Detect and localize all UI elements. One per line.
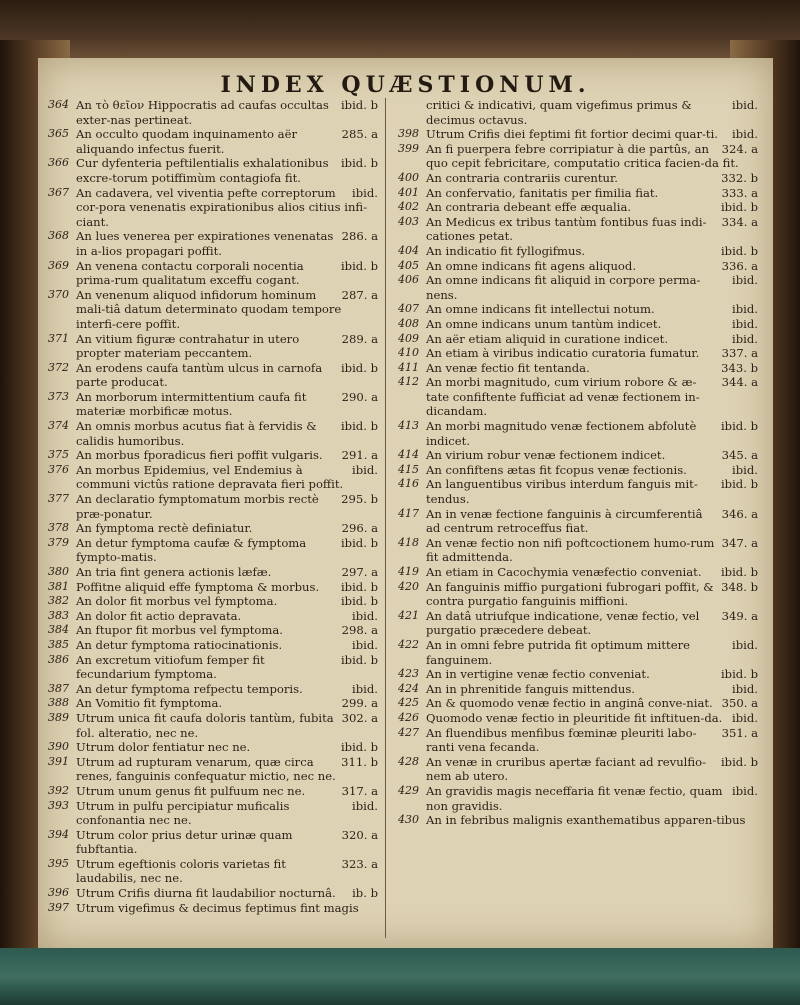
entry-number: 429 bbox=[398, 783, 419, 797]
index-entry bbox=[398, 813, 758, 828]
entry-page-ref: ibid. b bbox=[340, 360, 378, 375]
index-entry bbox=[398, 536, 758, 565]
entry-page-ref: ibid. b bbox=[340, 594, 378, 609]
entry-number: 368 bbox=[48, 229, 69, 243]
index-entry bbox=[398, 332, 758, 347]
entry-number: 428 bbox=[398, 754, 419, 768]
entry-text: Quomodo venæ fectio in pleuritide fit inftituen-da. bbox=[426, 710, 723, 725]
entry-text: An in omni febre putrida fit optimum mittere fanguinem. bbox=[426, 637, 690, 667]
entry-text: An contraria contrariis curentur. bbox=[426, 170, 618, 185]
entry-page-ref: 289. a bbox=[341, 331, 378, 346]
entry-page-ref: 344. a bbox=[721, 375, 758, 390]
entry-page-ref: 346. a bbox=[721, 506, 758, 521]
entry-number: 386 bbox=[48, 652, 69, 666]
entry-text: Utrum egeftionis coloris varietas fit laudabilis, nec ne. bbox=[76, 856, 286, 886]
entry-page-ref: ibid. bbox=[732, 462, 758, 477]
left-column bbox=[48, 98, 378, 915]
entry-page-ref: 296. a bbox=[341, 521, 378, 536]
index-entry bbox=[398, 273, 758, 302]
entry-text: An dolor fit actio depravata. bbox=[76, 608, 242, 623]
index-entry bbox=[398, 463, 758, 478]
index-entry bbox=[398, 696, 758, 711]
entry-number: 416 bbox=[398, 477, 419, 491]
entry-page-ref: ib. b bbox=[352, 886, 378, 901]
entry-text: An Medicus ex tribus tantùm fontibus fuas indi-cationes petat. bbox=[426, 214, 707, 244]
entry-number: 418 bbox=[398, 535, 419, 549]
index-entry bbox=[398, 784, 758, 813]
entry-text: An omne indicans fit agens aliquod. bbox=[426, 258, 637, 273]
entry-page-ref: ibid. bbox=[732, 302, 758, 317]
index-entry bbox=[48, 857, 378, 886]
entry-number: 420 bbox=[398, 579, 419, 593]
entry-number: 392 bbox=[48, 783, 69, 797]
entry-number: 378 bbox=[48, 521, 69, 535]
entry-page-ref: 291. a bbox=[341, 448, 378, 463]
entry-text: An gravidis magis neceffaria fit venæ fectio, quam non gravidis. bbox=[426, 783, 723, 813]
entry-number: 405 bbox=[398, 258, 419, 272]
entry-page-ref: 290. a bbox=[341, 389, 378, 404]
index-entry bbox=[48, 594, 378, 609]
entry-text: An in phrenitide fanguis mittendus. bbox=[426, 681, 635, 696]
entry-text: An virium robur venæ fectionem indicet. bbox=[426, 448, 666, 463]
index-entry bbox=[398, 609, 758, 638]
entry-page-ref: 323. a bbox=[341, 856, 378, 871]
index-entry bbox=[398, 215, 758, 244]
entry-page-ref: 297. a bbox=[341, 565, 378, 579]
entry-number: 370 bbox=[48, 287, 69, 301]
index-entry bbox=[48, 682, 378, 697]
entry-text: Utrum dolor fentiatur nec ne. bbox=[76, 740, 251, 755]
index-entry bbox=[48, 229, 378, 258]
index-entry bbox=[48, 419, 378, 448]
entry-text: An detur fymptoma refpectu temporis. bbox=[76, 681, 303, 696]
entry-number: 371 bbox=[48, 331, 69, 345]
entry-text: An languentibus viribus interdum fanguis mit-tendus. bbox=[426, 477, 698, 507]
entry-page-ref: 298. a bbox=[341, 623, 378, 638]
entry-number: 387 bbox=[48, 681, 69, 695]
entry-number: 404 bbox=[398, 243, 419, 257]
entry-page-ref: 287. a bbox=[341, 287, 378, 302]
entry-page-ref: ibid. b bbox=[340, 156, 378, 171]
entry-page-ref: ibid. bbox=[352, 798, 378, 813]
entry-number: 377 bbox=[48, 492, 69, 506]
entry-text: An fluendibus menfibus fœminæ pleuriti labo-ranti vena fecanda. bbox=[426, 725, 697, 755]
entry-text: An venenum aliquod infidorum hominum mali-tiâ datum determinato quodam tempore interfi-cere poffit. bbox=[76, 287, 342, 331]
entry-number: 408 bbox=[398, 316, 419, 330]
entry-number: 412 bbox=[398, 375, 419, 389]
entry-page-ref: ibid. b bbox=[720, 754, 758, 769]
entry-number: 424 bbox=[398, 681, 419, 695]
index-entry bbox=[398, 477, 758, 506]
entry-number: 409 bbox=[398, 331, 419, 345]
index-entry bbox=[398, 667, 758, 682]
index-entry bbox=[398, 317, 758, 332]
entry-number: 390 bbox=[48, 740, 69, 754]
entry-page-ref: 349. a bbox=[721, 608, 758, 623]
page-title: INDEX QUÆSTIONUM. bbox=[220, 72, 591, 98]
entry-number: 403 bbox=[398, 214, 419, 228]
entry-page-ref: 286. a bbox=[341, 229, 378, 244]
index-entry bbox=[48, 521, 378, 536]
entry-text: An morbi magnitudo venæ fectionem abfolutè indicet. bbox=[426, 419, 697, 448]
entry-number: 417 bbox=[398, 506, 419, 520]
entry-number: 413 bbox=[398, 419, 419, 433]
entry-text: An omne indicans fit aliquid in corpore perma-nens. bbox=[426, 273, 701, 302]
index-entry bbox=[398, 244, 758, 259]
index-entry bbox=[48, 98, 378, 127]
index-entry bbox=[398, 638, 758, 667]
entry-number: 414 bbox=[398, 448, 419, 462]
entry-page-ref: ibid. b bbox=[720, 565, 758, 579]
entry-page-ref: ibid. b bbox=[340, 535, 378, 550]
entry-page-ref: ibid. bbox=[352, 637, 378, 652]
index-entry bbox=[398, 186, 758, 201]
entry-text: An vitium figuræ contrahatur in utero propter materiam peccantem. bbox=[76, 331, 300, 361]
entry-text: An confervatio, fanitatis per fimilia fiat. bbox=[426, 185, 659, 200]
entry-number: 393 bbox=[48, 798, 69, 812]
column-divider bbox=[385, 98, 386, 938]
entry-text: An fi puerpera febre corripiatur à die partûs, an quo cepit febricitare, computatio critica facien-da fit. bbox=[426, 141, 739, 171]
entry-number: 396 bbox=[48, 886, 69, 900]
entry-number: 430 bbox=[398, 813, 419, 827]
index-entry bbox=[398, 726, 758, 755]
entry-page-ref: 345. a bbox=[721, 448, 758, 463]
index-entry bbox=[398, 302, 758, 317]
entry-text: An contraria debeant effe æqualia. bbox=[426, 200, 632, 215]
entry-number: 399 bbox=[398, 141, 419, 155]
entry-page-ref: ibid. b bbox=[340, 652, 378, 667]
index-entry bbox=[398, 419, 758, 448]
entry-text: An ftupor fit morbus vel fymptoma. bbox=[76, 623, 283, 638]
index-entry bbox=[48, 696, 378, 711]
entry-text: Utrum color prius detur urinæ quam fubftantia. bbox=[76, 827, 293, 857]
entry-number: 385 bbox=[48, 637, 69, 651]
index-entry bbox=[48, 259, 378, 288]
entry-text: Utrum ad rupturam venarum, quæ circa renes, fanguinis confequatur mictio, nec ne. bbox=[76, 754, 336, 784]
entry-number: 366 bbox=[48, 156, 69, 170]
entry-text: An etiam in Cacochymia venæfectio conveniat. bbox=[426, 565, 702, 579]
entry-page-ref: 311. b bbox=[341, 754, 378, 769]
index-entry bbox=[398, 259, 758, 274]
entry-text: An cadavera, vel viventia pefte correptorum cor-pora venenatis expirationibus alios citius infi-ciant. bbox=[76, 185, 368, 229]
entry-page-ref: 351. a bbox=[721, 725, 758, 740]
entry-text: An τὸ θεῖον Hippocratis ad caufas occultas exter-nas pertineat. bbox=[76, 98, 329, 127]
index-entry bbox=[48, 609, 378, 624]
index-entry bbox=[48, 492, 378, 521]
index-entry bbox=[48, 638, 378, 653]
entry-text: An dolor fit morbus vel fymptoma. bbox=[76, 594, 278, 609]
index-entry bbox=[48, 901, 378, 916]
entry-page-ref: 299. a bbox=[341, 696, 378, 711]
entry-page-ref: 332. b bbox=[721, 170, 758, 185]
index-entry bbox=[398, 682, 758, 697]
index-entry bbox=[398, 127, 758, 142]
entry-text: An morbus fporadicus fieri poffit vulgaris. bbox=[76, 448, 323, 463]
entry-text: Poffitne aliquid effe fymptoma & morbus. bbox=[76, 579, 320, 594]
entry-text: Cur dyfenteria peftilentialis exhalationibus excre-torum potiffimùm contagiofa fit. bbox=[76, 156, 329, 185]
entry-number: 395 bbox=[48, 856, 69, 870]
entry-text: An morbi magnitudo, cum virium robore & æ-tate confiftente fufficiat ad venæ fectionem in-dicandam. bbox=[426, 375, 700, 419]
index-entry bbox=[48, 565, 378, 580]
entry-page-ref: 337. a bbox=[721, 346, 758, 361]
index-entry bbox=[48, 463, 378, 492]
entry-number: 365 bbox=[48, 127, 69, 141]
entry-text: Utrum unica fit caufa doloris tantùm, fubita fol. alteratio, nec ne. bbox=[76, 710, 334, 740]
index-entry bbox=[398, 375, 758, 419]
entry-number: 391 bbox=[48, 754, 69, 768]
entry-number: 397 bbox=[48, 900, 69, 914]
entry-number: 384 bbox=[48, 623, 69, 637]
entry-page-ref: ibid. bbox=[732, 710, 758, 725]
entry-page-ref: ibid. b bbox=[720, 419, 758, 434]
entry-page-ref: 320. a bbox=[341, 827, 378, 842]
index-entry bbox=[398, 346, 758, 361]
entry-text: An omnis morbus acutus fiat à fervidis & calidis humoribus. bbox=[76, 419, 317, 448]
entry-number: 389 bbox=[48, 710, 69, 724]
entry-number: 427 bbox=[398, 725, 419, 739]
index-entry bbox=[48, 711, 378, 740]
entry-number: 398 bbox=[398, 127, 419, 141]
entry-number: 421 bbox=[398, 608, 419, 622]
entry-page-ref: ibid. bbox=[732, 681, 758, 696]
index-entry bbox=[48, 390, 378, 419]
entry-text: An detur fymptoma caufæ & fymptoma fympto-matis. bbox=[76, 535, 307, 565]
index-entry bbox=[48, 448, 378, 463]
entry-number: 367 bbox=[48, 185, 69, 199]
entry-page-ref: ibid. bbox=[352, 462, 378, 477]
entry-text: An venena contactu corporali nocentia prima-rum qualitatum exceffu cogant. bbox=[76, 258, 304, 288]
entry-page-ref: 348. b bbox=[721, 579, 758, 594]
entry-page-ref: ibid. b bbox=[340, 419, 378, 434]
entry-page-ref: 302. a bbox=[341, 710, 378, 725]
entry-number: 376 bbox=[48, 462, 69, 476]
index-entry bbox=[398, 171, 758, 186]
entry-page-ref: ibid. bbox=[352, 608, 378, 623]
index-entry bbox=[48, 156, 378, 185]
entry-number: 372 bbox=[48, 360, 69, 374]
entry-page-ref: 334. a bbox=[721, 214, 758, 229]
entry-text: Utrum Crifis diei feptimi fit fortior decimi quar-ti. bbox=[426, 127, 718, 142]
entry-page-ref: ibid. bbox=[732, 316, 758, 331]
entry-text: critici & indicativi, quam vigefimus primus & decimus octavus. bbox=[426, 98, 692, 127]
entry-text: Utrum vigefimus & decimus feptimus fint magis bbox=[76, 900, 359, 915]
entry-page-ref: ibid. b bbox=[340, 579, 378, 594]
entry-number: 415 bbox=[398, 462, 419, 476]
entry-page-ref: ibid. b bbox=[720, 477, 758, 492]
index-entry bbox=[48, 799, 378, 828]
index-entry bbox=[398, 142, 758, 171]
entry-text: An Vomitio fit fymptoma. bbox=[76, 696, 223, 711]
entry-page-ref: ibid. b bbox=[720, 200, 758, 215]
index-entry bbox=[48, 361, 378, 390]
entry-page-ref: ibid. bbox=[732, 273, 758, 288]
index-entry bbox=[48, 127, 378, 156]
entry-text: An omne indicans fit intellectui notum. bbox=[426, 302, 655, 317]
entry-text: An excretum vitiofum femper fit fecundarium fymptoma. bbox=[76, 652, 265, 682]
entry-number: 375 bbox=[48, 448, 69, 462]
index-entry bbox=[398, 565, 758, 580]
entry-number: 426 bbox=[398, 710, 419, 724]
entry-number: 419 bbox=[398, 565, 419, 578]
entry-number: 383 bbox=[48, 608, 69, 622]
entry-text: An detur fymptoma ratiocinationis. bbox=[76, 637, 283, 652]
entry-page-ref: ibid. bbox=[732, 783, 758, 798]
entry-text: An morbus Epidemius, vel Endemius à communi victûs ratione depravata fieri poffit. bbox=[76, 462, 344, 492]
entry-text: An omne indicans unum tantùm indicet. bbox=[426, 316, 662, 331]
entry-text: Utrum Crifis diurna fit laudabilior nocturnâ. bbox=[76, 886, 336, 901]
entry-number: 400 bbox=[398, 170, 419, 184]
entry-page-ref: 347. a bbox=[721, 535, 758, 550]
entry-page-ref: ibid. b bbox=[720, 243, 758, 258]
entry-text: Utrum in pulfu percipiatur muficalis confonantia nec ne. bbox=[76, 798, 290, 828]
entry-page-ref: ibid. bbox=[732, 98, 758, 112]
entry-text: An in febribus malignis exanthematibus apparen-tibus bbox=[426, 813, 746, 828]
entry-page-ref: ibid. b bbox=[340, 98, 378, 112]
entry-number: 380 bbox=[48, 565, 69, 578]
index-entry bbox=[48, 886, 378, 901]
entry-number: 388 bbox=[48, 696, 69, 710]
index-entry bbox=[398, 507, 758, 536]
entry-text: An confiftens ætas fit fcopus venæ fectionis. bbox=[426, 462, 687, 477]
entry-page-ref: ibid. bbox=[732, 331, 758, 346]
entry-number: 382 bbox=[48, 594, 69, 608]
entry-number: 401 bbox=[398, 185, 419, 199]
index-entry bbox=[398, 200, 758, 215]
entry-number: 411 bbox=[398, 360, 419, 374]
entry-page-ref: 343. b bbox=[721, 360, 758, 375]
entry-text: An fymptoma rectè definiatur. bbox=[76, 521, 253, 536]
index-entry bbox=[48, 828, 378, 857]
entry-page-ref: 317. a bbox=[341, 783, 378, 798]
entry-text: An lues venerea per expirationes venenatas in a-lios propagari poffit. bbox=[76, 229, 334, 258]
entry-text: An etiam à viribus indicatio curatoria fumatur. bbox=[426, 346, 700, 361]
entry-text: An tria fint genera actionis læfæ. bbox=[76, 565, 272, 579]
entry-text: An occulto quodam inquinamento aër aliquando infectus fuerit. bbox=[76, 127, 297, 156]
index-entry bbox=[48, 580, 378, 595]
entry-page-ref: 350. a bbox=[721, 696, 758, 711]
entry-text: An indicatio fit fyllogifmus. bbox=[426, 243, 586, 258]
entry-text: Utrum unum genus fit pulfuum nec ne. bbox=[76, 783, 306, 798]
entry-text: An declaratio fymptomatum morbis rectè præ-ponatur. bbox=[76, 492, 319, 521]
index-entry bbox=[48, 623, 378, 638]
index-entry bbox=[48, 536, 378, 565]
entry-text: An aër etiam aliquid in curatione indicet. bbox=[426, 331, 669, 346]
entry-number: 422 bbox=[398, 637, 419, 651]
index-entry bbox=[398, 580, 758, 609]
entry-number: 379 bbox=[48, 535, 69, 549]
entry-number: 364 bbox=[48, 98, 69, 111]
index-entry bbox=[48, 784, 378, 799]
entry-page-ref: 285. a bbox=[341, 127, 378, 142]
entry-page-ref: ibid. bbox=[352, 681, 378, 696]
entry-page-ref: 333. a bbox=[721, 185, 758, 200]
entry-page-ref: 324. a bbox=[721, 141, 758, 156]
entry-number: 410 bbox=[398, 346, 419, 360]
entry-text: An fanguinis miffio purgationi fubrogari poffit, & contra purgatio fanguinis miffioni. bbox=[426, 579, 714, 609]
index-entry bbox=[48, 755, 378, 784]
index-entry bbox=[48, 332, 378, 361]
entry-page-ref: ibid. b bbox=[340, 740, 378, 755]
entry-page-ref: ibid. b bbox=[340, 258, 378, 273]
index-entry bbox=[48, 186, 378, 230]
entry-text: An venæ fectio fit tentanda. bbox=[426, 360, 590, 375]
entry-number: 402 bbox=[398, 200, 419, 214]
entry-page-ref: ibid. bbox=[352, 185, 378, 200]
index-entry bbox=[48, 653, 378, 682]
book-page bbox=[38, 58, 773, 948]
book-edge-bottom bbox=[0, 948, 800, 1005]
entry-number: 374 bbox=[48, 419, 69, 433]
entry-number: 369 bbox=[48, 258, 69, 272]
entry-text: An morborum intermittentium caufa fit materiæ morbificæ motus. bbox=[76, 389, 307, 419]
entry-number: 406 bbox=[398, 273, 419, 287]
index-entry bbox=[398, 361, 758, 376]
entry-text: An in venæ fectione fanguinis à circumferentiâ ad centrum retroceffus fiat. bbox=[426, 506, 703, 536]
entry-number: 373 bbox=[48, 389, 69, 403]
entry-number: 425 bbox=[398, 696, 419, 710]
entry-text: An venæ in cruribus apertæ faciant ad revulfio-nem ab utero. bbox=[426, 754, 707, 784]
entry-number: 423 bbox=[398, 667, 419, 681]
entry-page-ref: ibid. bbox=[732, 637, 758, 652]
index-entry bbox=[48, 288, 378, 332]
entry-page-ref: 295. b bbox=[341, 492, 378, 507]
book-edge-top bbox=[0, 0, 800, 60]
entry-text: An venæ fectio non nifi poftcoctionem humo-rum fit admittenda. bbox=[426, 535, 715, 565]
entry-text: An in vertigine venæ fectio conveniat. bbox=[426, 667, 650, 682]
index-entry bbox=[398, 711, 758, 726]
entry-text: An datâ utriufque indicatione, venæ fectio, vel purgatio præcedere debeat. bbox=[426, 608, 700, 638]
entry-page-ref: ibid. bbox=[732, 127, 758, 142]
index-entry bbox=[398, 448, 758, 463]
entry-text: An erodens caufa tantùm ulcus in carnofa parte producat. bbox=[76, 360, 323, 390]
index-entry bbox=[48, 740, 378, 755]
entry-page-ref: 336. a bbox=[721, 258, 758, 273]
right-column bbox=[398, 98, 758, 828]
entry-number: 381 bbox=[48, 579, 69, 593]
entry-number: 407 bbox=[398, 302, 419, 316]
index-entry bbox=[398, 755, 758, 784]
entry-number: 394 bbox=[48, 827, 69, 841]
entry-page-ref: ibid. b bbox=[720, 667, 758, 682]
index-entry bbox=[398, 98, 758, 127]
entry-text: An & quomodo venæ fectio in anginâ conve-niat. bbox=[426, 696, 713, 711]
